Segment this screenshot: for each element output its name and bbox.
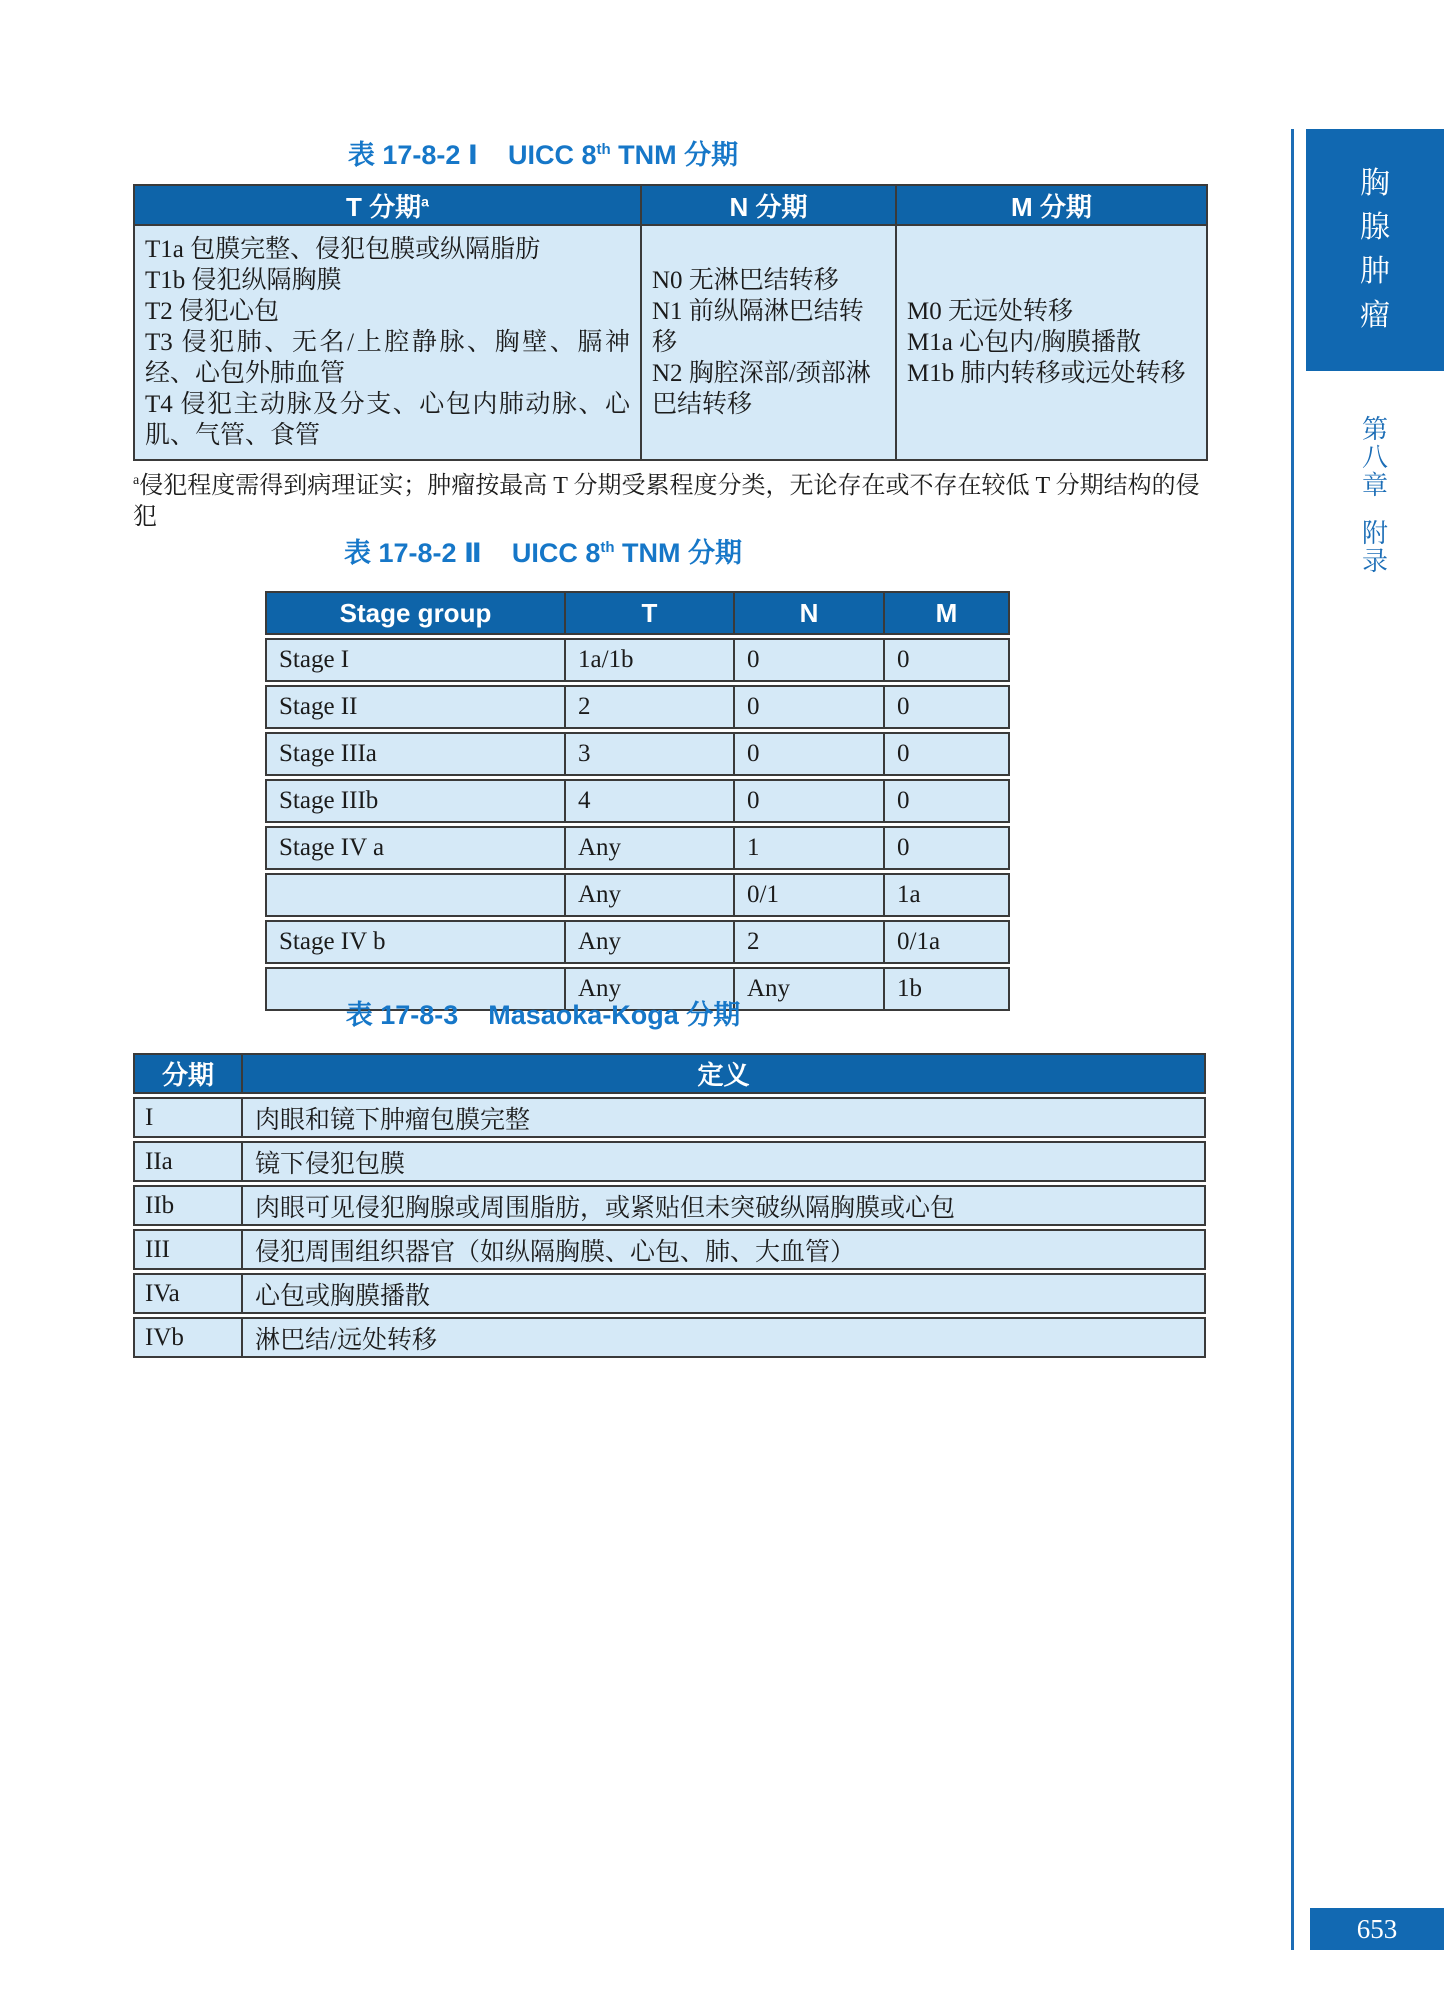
n-cell: 0 [735, 732, 885, 776]
chapter-section-label [1306, 416, 1444, 576]
t-column-header: T [566, 591, 735, 635]
title-text-post: TNM 分期 [610, 140, 739, 170]
stage-definition: 侵犯周围组织器官（如纵隔胸膜、心包、肺、大血管） [243, 1229, 1206, 1270]
t-header-text: T 分期 [346, 191, 422, 222]
section-char: 附 [1361, 519, 1388, 548]
stage-row [265, 873, 1010, 917]
m-stage-definitions [896, 225, 1207, 460]
stage-cell: Stage IIIa [265, 732, 566, 776]
stage-code: IIb [133, 1185, 243, 1226]
n-stage-definitions [641, 225, 896, 460]
n-cell: Any [735, 967, 885, 1011]
tnm-staging-table [133, 184, 1208, 461]
m-cell: 1a [885, 873, 1010, 917]
stage-cell: Stage IV a [265, 826, 566, 870]
stage-definition: 淋巴结/远处转移 [243, 1317, 1206, 1358]
footnote-text: 侵犯程度需得到病理证实；肿瘤按最高 T 分期受累程度分类，无论存在或不存在较低 T 分期结构的侵犯 [133, 473, 1200, 530]
masaoka-row [133, 1273, 1206, 1314]
chapter-tab [1306, 129, 1444, 371]
stage-cell: Stage II [265, 685, 566, 729]
tab-char: 腺 [1360, 211, 1390, 244]
tnm-body-row [134, 225, 1207, 460]
m-cell: 0 [885, 732, 1010, 776]
title-superscript: th [596, 141, 611, 158]
m-definition: M1a 心包内/胸膜播散 [907, 329, 1142, 356]
title-text: Masaoka-Koga 分期 [488, 1000, 741, 1030]
tnm-header-row [134, 185, 1207, 225]
title-text-post: TNM 分期 [614, 538, 743, 568]
n-definition: N2 胸腔深部/颈部淋巴结转移 [652, 360, 871, 418]
tnm-table-title [133, 135, 953, 170]
footnote-marker: a [133, 473, 140, 488]
table-number-label: 表 17-8-3 [345, 1000, 459, 1030]
t-definition: T1b 侵犯纵隔胸膜 [145, 267, 342, 294]
masaoka-header-row [133, 1053, 1206, 1094]
stage-cell: Stage IV b [265, 920, 566, 964]
chapter-char: 八 [1361, 443, 1388, 472]
masaoka-koga-table [133, 1050, 1206, 1361]
stage-cell: Stage IIIb [265, 779, 566, 823]
stage-cell: Stage I [265, 638, 566, 682]
m-cell: 0 [885, 685, 1010, 729]
n-definition: N1 前纵隔淋巴结转移 [652, 298, 864, 356]
t-definition: T2 侵犯心包 [145, 298, 280, 325]
n-cell: 0 [735, 638, 885, 682]
stage-row [265, 685, 1010, 729]
table-number-label: 表 17-8-2 Ⅱ [343, 538, 482, 568]
m-cell: 0 [885, 779, 1010, 823]
stage-group-column-header: Stage group [265, 591, 566, 635]
stage-row [265, 920, 1010, 964]
n-definition: N0 无淋巴结转移 [652, 267, 839, 294]
n-cell: 0/1 [735, 873, 885, 917]
stage-code: IVa [133, 1273, 243, 1314]
stage-header-row [265, 591, 1010, 635]
tab-char: 瘤 [1360, 299, 1390, 332]
t-definition: T4 侵犯主动脉及分支、心包内肺动脉、心肌、气管、食管 [145, 391, 630, 449]
stage-group-table [265, 588, 1010, 1014]
t-cell: Any [566, 873, 735, 917]
stage-table-title [133, 533, 953, 568]
page-number-badge [1310, 1908, 1444, 1950]
m-stage-column-header: M 分期 [896, 185, 1207, 225]
n-cell: 1 [735, 826, 885, 870]
stage-row [265, 638, 1010, 682]
t-cell: 1a/1b [566, 638, 735, 682]
t-cell: Any [566, 920, 735, 964]
chapter-char: 第 [1361, 415, 1388, 444]
t-cell: 4 [566, 779, 735, 823]
m-column-header: M [885, 591, 1010, 635]
t-stage-column-header [134, 185, 641, 225]
n-cell: 2 [735, 920, 885, 964]
t-cell: Any [566, 967, 735, 1011]
n-cell: 0 [735, 685, 885, 729]
title-text: UICC 8 [507, 140, 597, 170]
stage-definition: 肉眼和镜下肿瘤包膜完整 [243, 1097, 1206, 1138]
masaoka-row [133, 1185, 1206, 1226]
masaoka-table-title [133, 1000, 953, 1030]
definition-column-header: 定义 [243, 1053, 1206, 1094]
title-superscript: th [600, 539, 615, 556]
stage-cell [265, 873, 566, 917]
stage-code: IIa [133, 1141, 243, 1182]
masaoka-row [133, 1317, 1206, 1358]
t-definition: T3 侵犯肺、无名/上腔静脉、胸壁、膈神经、心包外肺血管 [145, 329, 630, 387]
t-definition: T1a 包膜完整、侵犯包膜或纵隔脂肪 [145, 236, 541, 263]
stage-definition: 肉眼可见侵犯胸腺或周围脂肪，或紧贴但未突破纵隔胸膜或心包 [243, 1185, 1206, 1226]
stage-code: I [133, 1097, 243, 1138]
table-number-label: 表 17-8-2 Ⅰ [347, 140, 478, 170]
masaoka-row [133, 1141, 1206, 1182]
m-cell: 0 [885, 638, 1010, 682]
n-stage-column-header: N 分期 [641, 185, 896, 225]
n-cell: 0 [735, 779, 885, 823]
t-header-superscript: a [421, 192, 429, 209]
page-number: 653 [1356, 1913, 1398, 1944]
section-char: 录 [1361, 547, 1388, 576]
masaoka-row [133, 1097, 1206, 1138]
masaoka-row [133, 1229, 1206, 1270]
t-cell: Any [566, 826, 735, 870]
stage-code: III [133, 1229, 243, 1270]
stage-code: IVb [133, 1317, 243, 1358]
stage-row [265, 826, 1010, 870]
stage-row [265, 732, 1010, 776]
m-cell: 0/1a [885, 920, 1010, 964]
t-stage-definitions [134, 225, 641, 460]
t-cell: 2 [566, 685, 735, 729]
m-cell: 1b [885, 967, 1010, 1011]
title-text: UICC 8 [511, 538, 601, 568]
stage-column-header: 分期 [133, 1053, 243, 1094]
tab-char: 胸 [1360, 167, 1390, 200]
m-cell: 0 [885, 826, 1010, 870]
stage-definition: 心包或胸膜播散 [243, 1273, 1206, 1314]
tab-char: 肿 [1360, 255, 1390, 288]
m-definition: M0 无远处转移 [907, 298, 1073, 325]
t-cell: 3 [566, 732, 735, 776]
table-footnote [133, 465, 1213, 533]
m-definition: M1b 肺内转移或远处转移 [907, 360, 1186, 387]
n-column-header: N [735, 591, 885, 635]
stage-row [265, 779, 1010, 823]
chapter-char: 章 [1361, 471, 1388, 500]
stage-definition: 镜下侵犯包膜 [243, 1141, 1206, 1182]
sidebar-divider-line [1291, 129, 1294, 1950]
